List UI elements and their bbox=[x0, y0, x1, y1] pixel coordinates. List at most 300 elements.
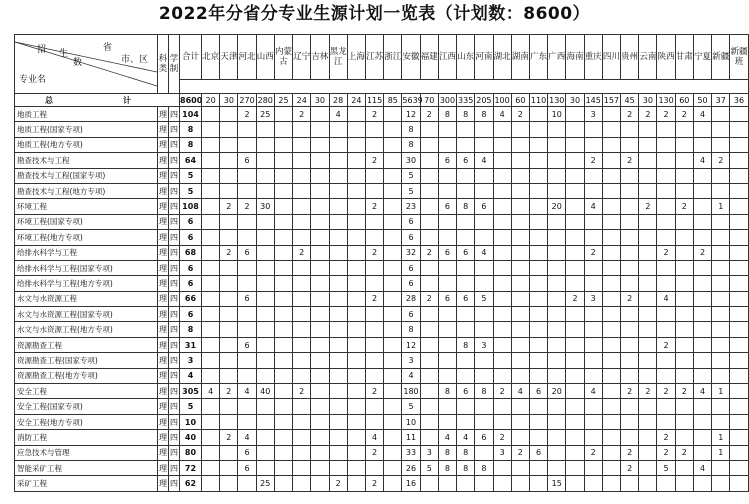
province-quota bbox=[220, 414, 238, 429]
major-category: 理 bbox=[158, 414, 169, 429]
province-quota bbox=[675, 337, 693, 352]
province-quota: 1 bbox=[712, 384, 730, 399]
province-quota bbox=[311, 414, 329, 429]
summary-province-value: 100 bbox=[494, 95, 510, 105]
province-quota: 8 bbox=[475, 384, 493, 399]
province-quota bbox=[602, 476, 620, 491]
major-total: 62 bbox=[180, 476, 202, 491]
province-quota bbox=[384, 260, 402, 275]
province-quota bbox=[712, 476, 730, 491]
province-quota bbox=[220, 337, 238, 352]
province-quota bbox=[621, 476, 639, 491]
major-category: 理 bbox=[158, 322, 169, 337]
province-quota bbox=[238, 137, 256, 152]
province-quota bbox=[584, 230, 602, 245]
table-row bbox=[15, 137, 749, 152]
province-quota bbox=[529, 399, 547, 414]
province-quota: 25 bbox=[256, 476, 274, 491]
province-quota bbox=[675, 353, 693, 368]
province-quota bbox=[584, 168, 602, 183]
major-total: 5 bbox=[180, 183, 202, 198]
province-quota: 11 bbox=[402, 430, 420, 445]
province-quota: 2 bbox=[584, 153, 602, 168]
province-quota bbox=[420, 476, 438, 491]
summary-province-value: 270 bbox=[239, 95, 255, 105]
province-quota bbox=[493, 353, 511, 368]
province-quota bbox=[657, 368, 675, 383]
province-quota: 2 bbox=[657, 430, 675, 445]
province-quota bbox=[602, 230, 620, 245]
province-quota: 15 bbox=[548, 476, 566, 491]
province-quota bbox=[329, 260, 347, 275]
province-quota bbox=[493, 168, 511, 183]
major-category: 理 bbox=[158, 183, 169, 198]
table-row bbox=[15, 384, 749, 399]
province-quota bbox=[220, 353, 238, 368]
province-quota bbox=[566, 183, 584, 198]
header-province: 四川 bbox=[602, 35, 620, 80]
province-quota bbox=[493, 214, 511, 229]
province-quota bbox=[329, 353, 347, 368]
province-quota: 2 bbox=[657, 384, 675, 399]
province-quota bbox=[384, 276, 402, 291]
province-quota bbox=[347, 214, 365, 229]
province-quota: 2 bbox=[420, 107, 438, 122]
province-quota bbox=[621, 183, 639, 198]
province-quota bbox=[693, 414, 711, 429]
province-quota bbox=[639, 307, 657, 322]
province-quota bbox=[238, 183, 256, 198]
province-quota bbox=[438, 168, 456, 183]
province-quota bbox=[621, 199, 639, 214]
summary-province-value: 335 bbox=[458, 95, 474, 105]
province-quota: 2 bbox=[639, 199, 657, 214]
province-quota bbox=[511, 214, 529, 229]
major-total: 66 bbox=[180, 291, 202, 306]
province-quota: 2 bbox=[365, 245, 383, 260]
header-province: 山西 bbox=[256, 35, 274, 80]
province-quota: 1 bbox=[712, 445, 730, 460]
province-quota bbox=[274, 183, 292, 198]
province-quota bbox=[548, 399, 566, 414]
province-quota: 8 bbox=[438, 460, 456, 475]
major-category: 理 bbox=[158, 107, 169, 122]
province-quota: 8 bbox=[438, 384, 456, 399]
province-quota: 2 bbox=[329, 476, 347, 491]
province-quota bbox=[712, 322, 730, 337]
province-quota bbox=[621, 276, 639, 291]
header-province: 新疆班 bbox=[730, 35, 748, 80]
province-quota bbox=[311, 291, 329, 306]
province-quota bbox=[293, 122, 311, 137]
province-quota bbox=[347, 337, 365, 352]
province-quota bbox=[639, 368, 657, 383]
province-quota bbox=[675, 430, 693, 445]
province-quota: 40 bbox=[256, 384, 274, 399]
province-quota bbox=[602, 199, 620, 214]
province-quota bbox=[220, 368, 238, 383]
province-quota bbox=[529, 307, 547, 322]
major-years: 四 bbox=[169, 414, 180, 429]
province-quota bbox=[529, 260, 547, 275]
header-province: 湖北 bbox=[493, 35, 511, 80]
province-quota: 30 bbox=[256, 199, 274, 214]
province-quota bbox=[365, 214, 383, 229]
province-quota bbox=[621, 353, 639, 368]
province-quota bbox=[457, 353, 475, 368]
major-name: 环境工程(地方专项) bbox=[15, 230, 158, 245]
province-quota bbox=[365, 230, 383, 245]
table-row bbox=[15, 414, 749, 429]
province-quota bbox=[238, 307, 256, 322]
summary-label: 总 计 bbox=[15, 94, 180, 107]
province-quota: 6 bbox=[238, 153, 256, 168]
province-quota bbox=[657, 122, 675, 137]
province-quota: 2 bbox=[584, 245, 602, 260]
province-quota bbox=[256, 168, 274, 183]
province-quota bbox=[693, 260, 711, 275]
province-quota bbox=[639, 214, 657, 229]
province-quota bbox=[675, 399, 693, 414]
province-quota bbox=[493, 322, 511, 337]
province-quota: 4 bbox=[693, 107, 711, 122]
province-quota bbox=[693, 214, 711, 229]
province-quota bbox=[274, 230, 292, 245]
major-years: 四 bbox=[169, 399, 180, 414]
province-quota bbox=[202, 214, 220, 229]
province-quota bbox=[511, 322, 529, 337]
province-quota bbox=[329, 384, 347, 399]
province-quota: 6 bbox=[529, 384, 547, 399]
province-quota: 4 bbox=[475, 245, 493, 260]
province-quota bbox=[548, 168, 566, 183]
header-province: 吉林 bbox=[311, 35, 329, 80]
province-quota bbox=[384, 107, 402, 122]
province-quota bbox=[202, 245, 220, 260]
province-quota: 2 bbox=[220, 430, 238, 445]
corner-label-shu: 数 bbox=[73, 58, 83, 68]
province-quota bbox=[693, 122, 711, 137]
province-quota bbox=[566, 199, 584, 214]
province-quota bbox=[311, 353, 329, 368]
province-quota bbox=[475, 353, 493, 368]
province-quota bbox=[202, 368, 220, 383]
province-quota bbox=[602, 353, 620, 368]
province-quota bbox=[529, 337, 547, 352]
province-quota bbox=[639, 322, 657, 337]
province-quota bbox=[639, 137, 657, 152]
province-quota: 5 bbox=[402, 168, 420, 183]
province-quota: 2 bbox=[293, 245, 311, 260]
province-quota bbox=[584, 414, 602, 429]
major-years: 四 bbox=[169, 168, 180, 183]
province-quota bbox=[384, 291, 402, 306]
major-category: 理 bbox=[158, 460, 169, 475]
province-quota bbox=[293, 430, 311, 445]
province-quota bbox=[693, 199, 711, 214]
table-row bbox=[15, 214, 749, 229]
province-quota: 6 bbox=[402, 260, 420, 275]
province-quota bbox=[365, 322, 383, 337]
province-quota bbox=[657, 137, 675, 152]
province-quota: 6 bbox=[402, 276, 420, 291]
major-years: 四 bbox=[169, 214, 180, 229]
province-quota bbox=[329, 307, 347, 322]
province-quota bbox=[621, 414, 639, 429]
province-quota bbox=[274, 476, 292, 491]
summary-province-value: 50 bbox=[693, 94, 711, 107]
province-quota bbox=[730, 122, 748, 137]
province-quota bbox=[712, 353, 730, 368]
province-quota bbox=[529, 291, 547, 306]
province-quota bbox=[274, 276, 292, 291]
province-quota: 2 bbox=[365, 153, 383, 168]
province-quota bbox=[384, 322, 402, 337]
province-quota bbox=[730, 276, 748, 291]
province-quota bbox=[511, 122, 529, 137]
major-total: 68 bbox=[180, 245, 202, 260]
header-province: 河北 bbox=[238, 35, 256, 80]
province-quota bbox=[511, 168, 529, 183]
province-quota bbox=[238, 399, 256, 414]
province-quota bbox=[511, 353, 529, 368]
major-total: 31 bbox=[180, 337, 202, 352]
province-quota bbox=[365, 353, 383, 368]
province-quota bbox=[621, 337, 639, 352]
province-quota: 32 bbox=[402, 245, 420, 260]
province-quota: 16 bbox=[402, 476, 420, 491]
province-quota bbox=[420, 122, 438, 137]
province-quota bbox=[548, 137, 566, 152]
province-quota bbox=[712, 291, 730, 306]
province-quota bbox=[712, 368, 730, 383]
province-quota bbox=[730, 137, 748, 152]
province-quota: 2 bbox=[621, 153, 639, 168]
province-quota bbox=[438, 137, 456, 152]
province-quota bbox=[675, 137, 693, 152]
province-quota bbox=[493, 137, 511, 152]
table-row bbox=[15, 245, 749, 260]
summary-province-value: 70 bbox=[420, 94, 438, 107]
province-quota bbox=[675, 460, 693, 475]
summary-province-value: 36 bbox=[730, 94, 748, 107]
province-quota bbox=[529, 276, 547, 291]
province-quota bbox=[529, 153, 547, 168]
province-quota: 12 bbox=[402, 107, 420, 122]
table-row bbox=[15, 168, 749, 183]
province-quota bbox=[384, 230, 402, 245]
province-quota bbox=[202, 137, 220, 152]
province-quota bbox=[675, 307, 693, 322]
summary-province-value: 110 bbox=[530, 95, 547, 105]
province-quota bbox=[475, 307, 493, 322]
major-years: 四 bbox=[169, 153, 180, 168]
province-quota bbox=[566, 260, 584, 275]
province-quota bbox=[293, 153, 311, 168]
province-quota bbox=[329, 122, 347, 137]
province-quota bbox=[274, 107, 292, 122]
province-quota bbox=[256, 414, 274, 429]
province-quota bbox=[238, 276, 256, 291]
province-quota bbox=[529, 122, 547, 137]
province-quota bbox=[420, 307, 438, 322]
province-quota bbox=[438, 276, 456, 291]
major-years: 四 bbox=[169, 183, 180, 198]
province-quota bbox=[329, 245, 347, 260]
province-quota bbox=[621, 245, 639, 260]
province-quota bbox=[420, 430, 438, 445]
header-province: 广西 bbox=[548, 35, 566, 80]
province-quota bbox=[675, 414, 693, 429]
province-quota bbox=[420, 414, 438, 429]
table-row bbox=[15, 307, 749, 322]
province-quota: 6 bbox=[238, 337, 256, 352]
province-quota bbox=[347, 307, 365, 322]
table-row bbox=[15, 107, 749, 122]
major-years: 四 bbox=[169, 199, 180, 214]
province-quota bbox=[511, 307, 529, 322]
province-quota bbox=[384, 245, 402, 260]
province-quota bbox=[438, 260, 456, 275]
province-quota bbox=[365, 168, 383, 183]
province-quota bbox=[347, 230, 365, 245]
province-quota: 2 bbox=[657, 245, 675, 260]
province-quota bbox=[384, 307, 402, 322]
province-quota bbox=[365, 260, 383, 275]
province-quota: 33 bbox=[402, 445, 420, 460]
province-quota bbox=[584, 460, 602, 475]
province-quota bbox=[274, 122, 292, 137]
table-row bbox=[15, 430, 749, 445]
province-quota bbox=[529, 368, 547, 383]
province-quota bbox=[457, 276, 475, 291]
major-years: 四 bbox=[169, 245, 180, 260]
header-province: 上海 bbox=[347, 35, 365, 80]
province-quota bbox=[274, 399, 292, 414]
province-quota: 25 bbox=[256, 107, 274, 122]
province-quota bbox=[293, 322, 311, 337]
province-quota bbox=[311, 107, 329, 122]
major-name: 资源勘查工程(地方专项) bbox=[15, 368, 158, 383]
province-quota bbox=[712, 276, 730, 291]
province-quota: 2 bbox=[365, 107, 383, 122]
enrollment-plan-table bbox=[14, 34, 749, 492]
province-quota bbox=[621, 168, 639, 183]
header-province: 宁夏 bbox=[693, 35, 711, 80]
province-quota bbox=[365, 414, 383, 429]
province-quota bbox=[457, 183, 475, 198]
province-quota bbox=[712, 337, 730, 352]
province-quota bbox=[347, 153, 365, 168]
province-quota bbox=[675, 153, 693, 168]
province-quota bbox=[511, 430, 529, 445]
province-quota bbox=[347, 122, 365, 137]
major-name: 水文与水资源工程(国家专项) bbox=[15, 307, 158, 322]
province-quota bbox=[712, 414, 730, 429]
province-quota: 4 bbox=[202, 384, 220, 399]
province-quota: 4 bbox=[657, 291, 675, 306]
province-quota bbox=[712, 245, 730, 260]
province-quota bbox=[621, 322, 639, 337]
province-quota bbox=[602, 153, 620, 168]
province-quota bbox=[293, 137, 311, 152]
province-quota bbox=[329, 230, 347, 245]
header-province: 黑龙江 bbox=[329, 35, 347, 80]
province-quota bbox=[274, 414, 292, 429]
province-quota bbox=[202, 107, 220, 122]
province-quota: 4 bbox=[438, 430, 456, 445]
table-row bbox=[15, 276, 749, 291]
major-name: 应急技术与管理 bbox=[15, 445, 158, 460]
summary-province-value: 115 bbox=[366, 95, 383, 105]
summary-province-value: 30 bbox=[220, 94, 238, 107]
province-quota bbox=[347, 168, 365, 183]
province-quota bbox=[639, 445, 657, 460]
header-province: 天津 bbox=[220, 35, 238, 80]
province-quota: 2 bbox=[365, 476, 383, 491]
province-quota bbox=[420, 137, 438, 152]
province-quota bbox=[256, 322, 274, 337]
province-quota bbox=[675, 122, 693, 137]
province-quota bbox=[529, 245, 547, 260]
province-quota bbox=[639, 399, 657, 414]
province-quota bbox=[584, 260, 602, 275]
summary-province-value: 60 bbox=[511, 94, 529, 107]
province-quota bbox=[256, 214, 274, 229]
province-quota bbox=[584, 122, 602, 137]
province-quota bbox=[493, 260, 511, 275]
province-quota bbox=[202, 153, 220, 168]
province-quota bbox=[293, 307, 311, 322]
province-quota bbox=[693, 399, 711, 414]
summary-province-value: 5639 bbox=[402, 95, 423, 105]
header-province: 贵州 bbox=[621, 35, 639, 80]
province-quota: 180 bbox=[402, 384, 420, 399]
province-quota bbox=[584, 476, 602, 491]
major-category: 理 bbox=[158, 245, 169, 260]
province-quota bbox=[511, 260, 529, 275]
province-quota bbox=[329, 214, 347, 229]
major-category: 理 bbox=[158, 214, 169, 229]
header-years: 学制 bbox=[169, 35, 180, 94]
major-name: 安全工程(地方专项) bbox=[15, 414, 158, 429]
province-quota bbox=[256, 368, 274, 383]
province-quota: 2 bbox=[566, 291, 584, 306]
province-quota bbox=[602, 214, 620, 229]
province-quota bbox=[220, 445, 238, 460]
major-name: 环境工程 bbox=[15, 199, 158, 214]
header-province: 安徽 bbox=[402, 35, 420, 80]
major-category: 理 bbox=[158, 384, 169, 399]
province-quota bbox=[675, 291, 693, 306]
province-quota bbox=[365, 368, 383, 383]
province-quota bbox=[693, 353, 711, 368]
major-total: 4 bbox=[180, 368, 202, 383]
province-quota bbox=[311, 476, 329, 491]
major-total: 3 bbox=[180, 353, 202, 368]
province-quota bbox=[730, 445, 748, 460]
province-quota bbox=[657, 260, 675, 275]
province-quota bbox=[639, 337, 657, 352]
table-row bbox=[15, 153, 749, 168]
province-quota bbox=[202, 260, 220, 275]
province-quota bbox=[311, 384, 329, 399]
province-quota bbox=[639, 153, 657, 168]
province-quota bbox=[475, 476, 493, 491]
province-quota bbox=[657, 214, 675, 229]
province-quota bbox=[347, 107, 365, 122]
major-total: 6 bbox=[180, 307, 202, 322]
